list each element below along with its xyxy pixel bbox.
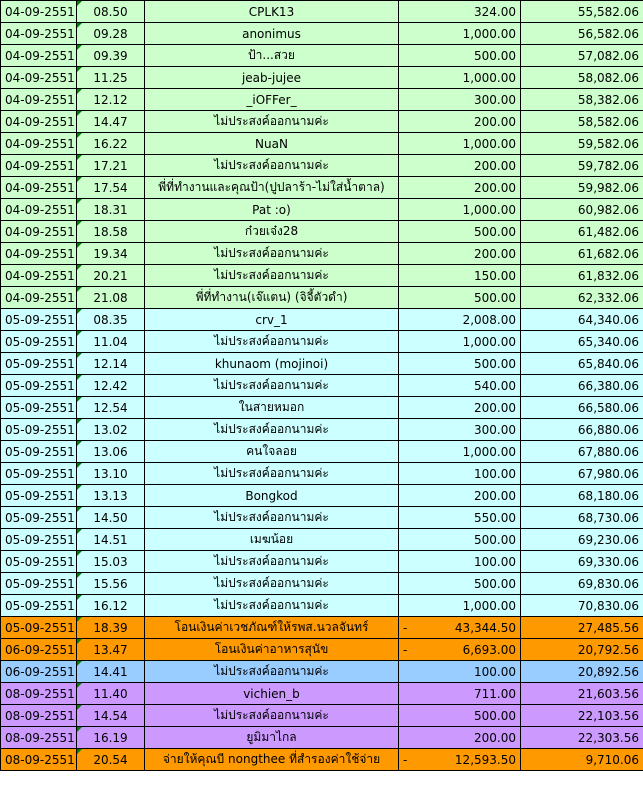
donor-name-cell[interactable]: ไม่ประสงค์ออกนามค่ะ xyxy=(145,661,399,683)
table-row[interactable] xyxy=(1,243,643,265)
date-cell[interactable]: 05-09-2551 xyxy=(1,507,77,529)
date-cell[interactable]: 08-09-2551 xyxy=(1,705,77,727)
time-cell[interactable]: 13.06 xyxy=(77,441,145,463)
time-cell[interactable]: 14.50 xyxy=(77,507,145,529)
table-row[interactable] xyxy=(1,1,643,23)
donor-name-cell[interactable]: คนใจลอย xyxy=(145,441,399,463)
amount-cell[interactable]: 1,000.00 xyxy=(399,67,521,89)
amount-cell[interactable]: 100.00 xyxy=(399,463,521,485)
date-cell[interactable]: 06-09-2551 xyxy=(1,661,77,683)
amount-cell[interactable]: 500.00 xyxy=(399,705,521,727)
date-cell[interactable]: 05-09-2551 xyxy=(1,551,77,573)
amount-cell[interactable]: 1,000.00 xyxy=(399,23,521,45)
table-row[interactable] xyxy=(1,67,643,89)
date-cell[interactable]: 04-09-2551 xyxy=(1,177,77,199)
donor-name-cell[interactable]: ป้า...สวย xyxy=(145,45,399,67)
amount-value: 6,693.00 xyxy=(462,642,516,657)
date-cell[interactable]: 04-09-2551 xyxy=(1,111,77,133)
time-cell[interactable]: 14.54 xyxy=(77,705,145,727)
date-cell[interactable]: 05-09-2551 xyxy=(1,485,77,507)
donor-name-cell[interactable]: crv_1 xyxy=(145,309,399,331)
amount-cell[interactable]: 500.00 xyxy=(399,353,521,375)
table-row[interactable] xyxy=(1,199,643,221)
balance-cell[interactable]: 20,892.56 xyxy=(521,661,643,683)
minus-sign: - xyxy=(403,642,408,657)
date-cell[interactable]: 05-09-2551 xyxy=(1,529,77,551)
balance-cell[interactable]: 56,582.06 xyxy=(521,23,643,45)
donor-name-cell[interactable]: พี่ที่ทำงาน(เจ๊แตน) (จิจี้ตัวดำ) xyxy=(145,287,399,309)
amount-cell[interactable]: 200.00 xyxy=(399,177,521,199)
time-cell[interactable]: 11.04 xyxy=(77,331,145,353)
date-cell[interactable]: 04-09-2551 xyxy=(1,243,77,265)
date-cell[interactable]: 04-09-2551 xyxy=(1,265,77,287)
table-row[interactable] xyxy=(1,111,643,133)
minus-sign: - xyxy=(403,620,408,635)
time-cell[interactable]: 16.19 xyxy=(77,727,145,749)
time-cell[interactable]: 16.12 xyxy=(77,595,145,617)
date-cell[interactable]: 05-09-2551 xyxy=(1,595,77,617)
amount-cell[interactable]: 200.00 xyxy=(399,155,521,177)
balance-cell[interactable]: 68,180.06 xyxy=(521,485,643,507)
table-row[interactable] xyxy=(1,595,643,617)
table-row[interactable] xyxy=(1,353,643,375)
balance-cell[interactable]: 67,880.06 xyxy=(521,441,643,463)
date-cell[interactable]: 05-09-2551 xyxy=(1,375,77,397)
donor-name-cell[interactable]: CPLK13 xyxy=(145,1,399,23)
balance-cell[interactable]: 20,792.56 xyxy=(521,639,643,661)
table-row[interactable] xyxy=(1,639,643,661)
balance-cell[interactable]: 69,830.06 xyxy=(521,573,643,595)
time-cell[interactable]: 14.51 xyxy=(77,529,145,551)
donor-name-cell[interactable]: ยูมิมาไกล xyxy=(145,727,399,749)
time-cell[interactable]: 11.25 xyxy=(77,67,145,89)
table-row[interactable] xyxy=(1,463,643,485)
donor-name-cell[interactable]: ไม่ประสงค์ออกนามค่ะ xyxy=(145,573,399,595)
amount-cell[interactable]: 500.00 xyxy=(399,45,521,67)
amount-cell[interactable]: 1,000.00 xyxy=(399,441,521,463)
date-cell[interactable]: 04-09-2551 xyxy=(1,155,77,177)
table-row[interactable] xyxy=(1,23,643,45)
balance-cell[interactable]: 22,103.56 xyxy=(521,705,643,727)
donor-name-cell[interactable]: NuaN xyxy=(145,133,399,155)
amount-cell[interactable]: 150.00 xyxy=(399,265,521,287)
time-cell[interactable]: 13.13 xyxy=(77,485,145,507)
table-row[interactable] xyxy=(1,89,643,111)
date-cell[interactable]: 04-09-2551 xyxy=(1,89,77,111)
date-cell[interactable]: 04-09-2551 xyxy=(1,23,77,45)
date-cell[interactable]: 05-09-2551 xyxy=(1,353,77,375)
table-row[interactable] xyxy=(1,749,643,771)
time-cell[interactable]: 17.21 xyxy=(77,155,145,177)
amount-cell[interactable]: 1,000.00 xyxy=(399,133,521,155)
date-cell[interactable]: 05-09-2551 xyxy=(1,419,77,441)
amount-cell[interactable]: 500.00 xyxy=(399,221,521,243)
table-row[interactable] xyxy=(1,375,643,397)
donor-name-cell[interactable]: ไม่ประสงค์ออกนามค่ะ xyxy=(145,551,399,573)
balance-cell[interactable]: 21,603.56 xyxy=(521,683,643,705)
time-cell[interactable]: 09.39 xyxy=(77,45,145,67)
time-cell[interactable]: 13.02 xyxy=(77,419,145,441)
amount-cell[interactable]: 300.00 xyxy=(399,419,521,441)
balance-cell[interactable]: 69,230.06 xyxy=(521,529,643,551)
table-row[interactable] xyxy=(1,551,643,573)
date-cell[interactable]: 05-09-2551 xyxy=(1,573,77,595)
balance-cell[interactable]: 69,330.06 xyxy=(521,551,643,573)
amount-cell[interactable]: 500.00 xyxy=(399,573,521,595)
donor-name-cell[interactable]: ไม่ประสงค์ออกนามค่ะ xyxy=(145,705,399,727)
amount-value: 12,593.50 xyxy=(454,752,516,767)
time-cell[interactable]: 21.08 xyxy=(77,287,145,309)
balance-cell[interactable]: 9,710.06 xyxy=(521,749,643,771)
amount-cell[interactable] xyxy=(399,639,521,661)
table-row[interactable] xyxy=(1,617,643,639)
table-row[interactable] xyxy=(1,661,643,683)
balance-cell[interactable]: 59,982.06 xyxy=(521,177,643,199)
balance-cell[interactable]: 66,580.06 xyxy=(521,397,643,419)
donor-name-cell[interactable]: จ่ายให้คุณบี nongthee ที่สำรองค่าใช้จ่าย xyxy=(145,749,399,771)
time-cell[interactable]: 12.54 xyxy=(77,397,145,419)
date-cell[interactable]: 04-09-2551 xyxy=(1,287,77,309)
time-cell[interactable]: 18.58 xyxy=(77,221,145,243)
amount-cell[interactable]: 550.00 xyxy=(399,507,521,529)
donor-name-cell[interactable]: Bongkod xyxy=(145,485,399,507)
table-row[interactable] xyxy=(1,45,643,67)
time-cell[interactable]: 14.41 xyxy=(77,661,145,683)
balance-cell[interactable]: 61,482.06 xyxy=(521,221,643,243)
time-cell[interactable]: 18.31 xyxy=(77,199,145,221)
date-cell[interactable]: 05-09-2551 xyxy=(1,309,77,331)
amount-cell[interactable]: 324.00 xyxy=(399,1,521,23)
time-cell[interactable]: 13.47 xyxy=(77,639,145,661)
date-cell[interactable]: 04-09-2551 xyxy=(1,199,77,221)
amount-cell[interactable]: 200.00 xyxy=(399,243,521,265)
date-cell[interactable]: 08-09-2551 xyxy=(1,683,77,705)
amount-cell[interactable]: 1,000.00 xyxy=(399,595,521,617)
time-cell[interactable]: 09.28 xyxy=(77,23,145,45)
balance-cell[interactable]: 64,340.06 xyxy=(521,309,643,331)
balance-cell[interactable]: 68,730.06 xyxy=(521,507,643,529)
balance-cell[interactable]: 58,082.06 xyxy=(521,67,643,89)
donor-name-cell[interactable]: anonimus xyxy=(145,23,399,45)
table-row[interactable] xyxy=(1,507,643,529)
table-row[interactable] xyxy=(1,265,643,287)
balance-cell[interactable]: 55,582.06 xyxy=(521,1,643,23)
time-cell[interactable]: 19.34 xyxy=(77,243,145,265)
amount-value: 43,344.50 xyxy=(454,620,516,635)
table-row[interactable] xyxy=(1,419,643,441)
balance-cell[interactable]: 66,880.06 xyxy=(521,419,643,441)
balance-cell[interactable]: 58,582.06 xyxy=(521,111,643,133)
date-cell[interactable]: 05-09-2551 xyxy=(1,331,77,353)
date-cell[interactable]: 08-09-2551 xyxy=(1,749,77,771)
time-cell[interactable]: 12.42 xyxy=(77,375,145,397)
date-cell[interactable]: 04-09-2551 xyxy=(1,221,77,243)
time-cell[interactable]: 12.12 xyxy=(77,89,145,111)
amount-cell[interactable]: 1,000.00 xyxy=(399,199,521,221)
time-cell[interactable]: 14.47 xyxy=(77,111,145,133)
time-cell[interactable]: 20.21 xyxy=(77,265,145,287)
amount-cell[interactable]: 100.00 xyxy=(399,661,521,683)
balance-cell[interactable]: 58,382.06 xyxy=(521,89,643,111)
balance-cell[interactable]: 59,582.06 xyxy=(521,133,643,155)
balance-cell[interactable]: 66,380.06 xyxy=(521,375,643,397)
amount-cell[interactable]: 500.00 xyxy=(399,287,521,309)
amount-cell[interactable]: 711.00 xyxy=(399,683,521,705)
table-row[interactable] xyxy=(1,133,643,155)
time-cell[interactable]: 17.54 xyxy=(77,177,145,199)
donor-name-cell[interactable]: ในสายหมอก xyxy=(145,397,399,419)
donor-name-cell[interactable]: ไม่ประสงค์ออกนามค่ะ xyxy=(145,419,399,441)
amount-cell[interactable]: 200.00 xyxy=(399,111,521,133)
donor-name-cell[interactable]: ไม่ประสงค์ออกนามค่ะ xyxy=(145,331,399,353)
amount-cell[interactable]: 540.00 xyxy=(399,375,521,397)
time-cell[interactable]: 11.40 xyxy=(77,683,145,705)
date-cell[interactable]: 05-09-2551 xyxy=(1,397,77,419)
donor-name-cell[interactable]: ไม่ประสงค์ออกนามค่ะ xyxy=(145,265,399,287)
time-cell[interactable]: 16.22 xyxy=(77,133,145,155)
date-cell[interactable]: 06-09-2551 xyxy=(1,639,77,661)
balance-cell[interactable]: 62,332.06 xyxy=(521,287,643,309)
donor-name-cell[interactable]: khunaom (mojinoi) xyxy=(145,353,399,375)
table-row[interactable] xyxy=(1,485,643,507)
donor-name-cell[interactable]: jeab-jujee xyxy=(145,67,399,89)
donor-name-cell[interactable]: _iOFFer_ xyxy=(145,89,399,111)
table-row[interactable] xyxy=(1,221,643,243)
balance-cell[interactable]: 70,830.06 xyxy=(521,595,643,617)
date-cell[interactable]: 04-09-2551 xyxy=(1,67,77,89)
amount-cell[interactable] xyxy=(399,617,521,639)
donor-name-cell[interactable]: ไม่ประสงค์ออกนามค่ะ xyxy=(145,155,399,177)
donor-name-cell[interactable]: โอนเงินค่าเวชภัณฑ์ให้รพส.นวลจันทร์ xyxy=(145,617,399,639)
balance-cell[interactable]: 67,980.06 xyxy=(521,463,643,485)
donor-name-cell[interactable]: ก๋วยเจ๋ง28 xyxy=(145,221,399,243)
donor-name-cell[interactable]: ไม่ประสงค์ออกนามค่ะ xyxy=(145,507,399,529)
balance-cell[interactable]: 65,340.06 xyxy=(521,331,643,353)
table-row[interactable] xyxy=(1,441,643,463)
amount-cell[interactable]: 200.00 xyxy=(399,727,521,749)
donor-name-cell[interactable]: โอนเงินค่าอาหารสุนัข xyxy=(145,639,399,661)
table-row[interactable] xyxy=(1,573,643,595)
balance-cell[interactable]: 57,082.06 xyxy=(521,45,643,67)
amount-cell[interactable]: 100.00 xyxy=(399,551,521,573)
date-cell[interactable]: 04-09-2551 xyxy=(1,1,77,23)
table-row[interactable] xyxy=(1,155,643,177)
donor-name-cell[interactable]: ไม่ประสงค์ออกนามค่ะ xyxy=(145,243,399,265)
amount-cell[interactable]: 200.00 xyxy=(399,485,521,507)
date-cell[interactable]: 05-09-2551 xyxy=(1,441,77,463)
amount-cell[interactable]: 2,008.00 xyxy=(399,309,521,331)
table-row[interactable] xyxy=(1,309,643,331)
ledger-body xyxy=(1,1,643,771)
amount-cell[interactable] xyxy=(399,749,521,771)
date-cell[interactable]: 05-09-2551 xyxy=(1,463,77,485)
donor-name-cell[interactable]: เมฆน้อย xyxy=(145,529,399,551)
donor-name-cell[interactable]: ไม่ประสงค์ออกนามค่ะ xyxy=(145,111,399,133)
minus-sign: - xyxy=(403,752,408,767)
time-cell[interactable]: 15.03 xyxy=(77,551,145,573)
balance-cell[interactable]: 65,840.06 xyxy=(521,353,643,375)
table-row[interactable] xyxy=(1,727,643,749)
balance-cell[interactable]: 61,682.06 xyxy=(521,243,643,265)
amount-cell[interactable]: 200.00 xyxy=(399,397,521,419)
donor-name-cell[interactable]: พี่ที่ทำงานและคุณป้า(ปูปลาร้า-ไม่ใส่น้ำตาล) xyxy=(145,177,399,199)
balance-cell[interactable]: 60,982.06 xyxy=(521,199,643,221)
time-cell[interactable]: 18.39 xyxy=(77,617,145,639)
time-cell[interactable]: 13.10 xyxy=(77,463,145,485)
balance-cell[interactable]: 59,782.06 xyxy=(521,155,643,177)
time-cell[interactable]: 15.56 xyxy=(77,573,145,595)
time-cell[interactable]: 08.35 xyxy=(77,309,145,331)
table-row[interactable] xyxy=(1,705,643,727)
amount-cell[interactable]: 300.00 xyxy=(399,89,521,111)
table-row[interactable] xyxy=(1,331,643,353)
time-cell[interactable]: 12.14 xyxy=(77,353,145,375)
table-row[interactable] xyxy=(1,287,643,309)
date-cell[interactable]: 04-09-2551 xyxy=(1,133,77,155)
date-cell[interactable]: 04-09-2551 xyxy=(1,45,77,67)
balance-cell[interactable]: 61,832.06 xyxy=(521,265,643,287)
amount-cell[interactable]: 1,000.00 xyxy=(399,331,521,353)
date-cell[interactable]: 05-09-2551 xyxy=(1,617,77,639)
date-cell[interactable]: 08-09-2551 xyxy=(1,727,77,749)
donor-name-cell[interactable]: Pat :o) xyxy=(145,199,399,221)
donor-name-cell[interactable]: ไม่ประสงค์ออกนามค่ะ xyxy=(145,463,399,485)
table-row[interactable] xyxy=(1,683,643,705)
time-cell[interactable]: 20.54 xyxy=(77,749,145,771)
balance-cell[interactable]: 22,303.56 xyxy=(521,727,643,749)
donor-name-cell[interactable]: ไม่ประสงค์ออกนามค่ะ xyxy=(145,595,399,617)
amount-cell[interactable]: 500.00 xyxy=(399,529,521,551)
donor-name-cell[interactable]: vichien_b xyxy=(145,683,399,705)
donor-name-cell[interactable]: ไม่ประสงค์ออกนามค่ะ xyxy=(145,375,399,397)
table-row[interactable] xyxy=(1,529,643,551)
table-row[interactable] xyxy=(1,397,643,419)
time-cell[interactable]: 08.50 xyxy=(77,1,145,23)
balance-cell[interactable]: 27,485.56 xyxy=(521,617,643,639)
table-row[interactable] xyxy=(1,177,643,199)
